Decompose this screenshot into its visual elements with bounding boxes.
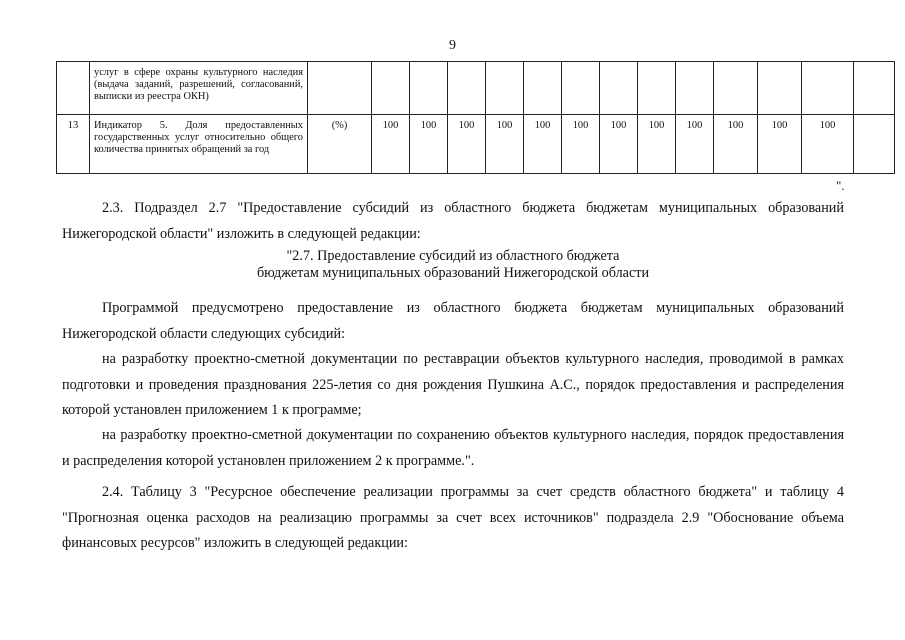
section-title-line-2: бюджетам муниципальных образований Нижегородской области <box>256 265 650 281</box>
paragraph-subsidy-2: на разработку проектно-сметной документации по сохранению объектов культурного наследия, порядок предоставления и распределения которой установлен приложением 2 к программе.". <box>62 427 844 469</box>
value-cell: 100 <box>372 115 410 174</box>
value-cell <box>524 62 562 115</box>
paragraph-program: Программой предусмотрено предоставление из областного бюджета бюджетам муниципальных образований Нижегородской области следующих субсидий: <box>62 300 844 342</box>
indicator-description: Индикатор 5. Доля предоставленных государственных услуг относительно общего количества принятых обращений за год <box>90 115 308 174</box>
value-cell: 100 <box>802 115 854 174</box>
value-cell <box>410 62 448 115</box>
unit-cell: (%) <box>308 115 372 174</box>
paragraph-2-4: 2.4. Таблицу 3 "Ресурсное обеспечение реализации программы за счет средств областного бюджета" и таблицу 4 "Прогнозная оценка расходов на реализацию программы за счет всех источников" подраздела 2.9 "Обоснование объема финансовых ресурсов" изложить в следующей редакции: <box>62 484 844 551</box>
row-number: 13 <box>57 115 90 174</box>
value-cell: 100 <box>448 115 486 174</box>
indicator-table <box>56 61 895 174</box>
value-cell <box>448 62 486 115</box>
value-cell <box>486 62 524 115</box>
table-row <box>57 115 895 174</box>
paragraph-2-3: 2.3. Подраздел 2.7 "Предоставление субсидий из областного бюджета бюджетам муниципальных образований Нижегородской области" изложить в следующей редакции: <box>62 200 844 242</box>
unit-cell <box>308 62 372 115</box>
value-cell <box>758 62 802 115</box>
value-cell <box>854 62 895 115</box>
value-cell: 100 <box>486 115 524 174</box>
section-title <box>62 248 844 282</box>
table-row <box>57 62 895 115</box>
value-cell <box>600 62 638 115</box>
value-cell: 100 <box>524 115 562 174</box>
value-cell <box>676 62 714 115</box>
indicator-description: услуг в сфере охраны культурного наследия (выдача заданий, разрешений, согласований, выписки из реестра ОКН) <box>90 62 308 115</box>
value-cell: 100 <box>638 115 676 174</box>
value-cell: 100 <box>758 115 802 174</box>
value-cell <box>638 62 676 115</box>
paragraph-subsidy-1: на разработку проектно-сметной документации по реставрации объектов культурного наследия, проводимой в рамках подготовки и проведения празднования 225-летия со дня рождения Пушкина А.С., порядок предоставления и распределения которой установлен приложением 1 к программе; <box>62 351 844 418</box>
value-cell <box>562 62 600 115</box>
value-cell: 100 <box>562 115 600 174</box>
value-cell: 100 <box>714 115 758 174</box>
value-cell <box>372 62 410 115</box>
value-cell <box>802 62 854 115</box>
value-cell: 100 <box>410 115 448 174</box>
value-cell: 100 <box>676 115 714 174</box>
page-number: 9 <box>449 38 456 53</box>
row-number <box>57 62 90 115</box>
table-closing-quote: ". <box>836 178 845 193</box>
section-title-line-1: "2.7. Предоставление субсидий из областного бюджета <box>286 248 620 264</box>
value-cell: 100 <box>600 115 638 174</box>
value-cell <box>714 62 758 115</box>
value-cell <box>854 115 895 174</box>
